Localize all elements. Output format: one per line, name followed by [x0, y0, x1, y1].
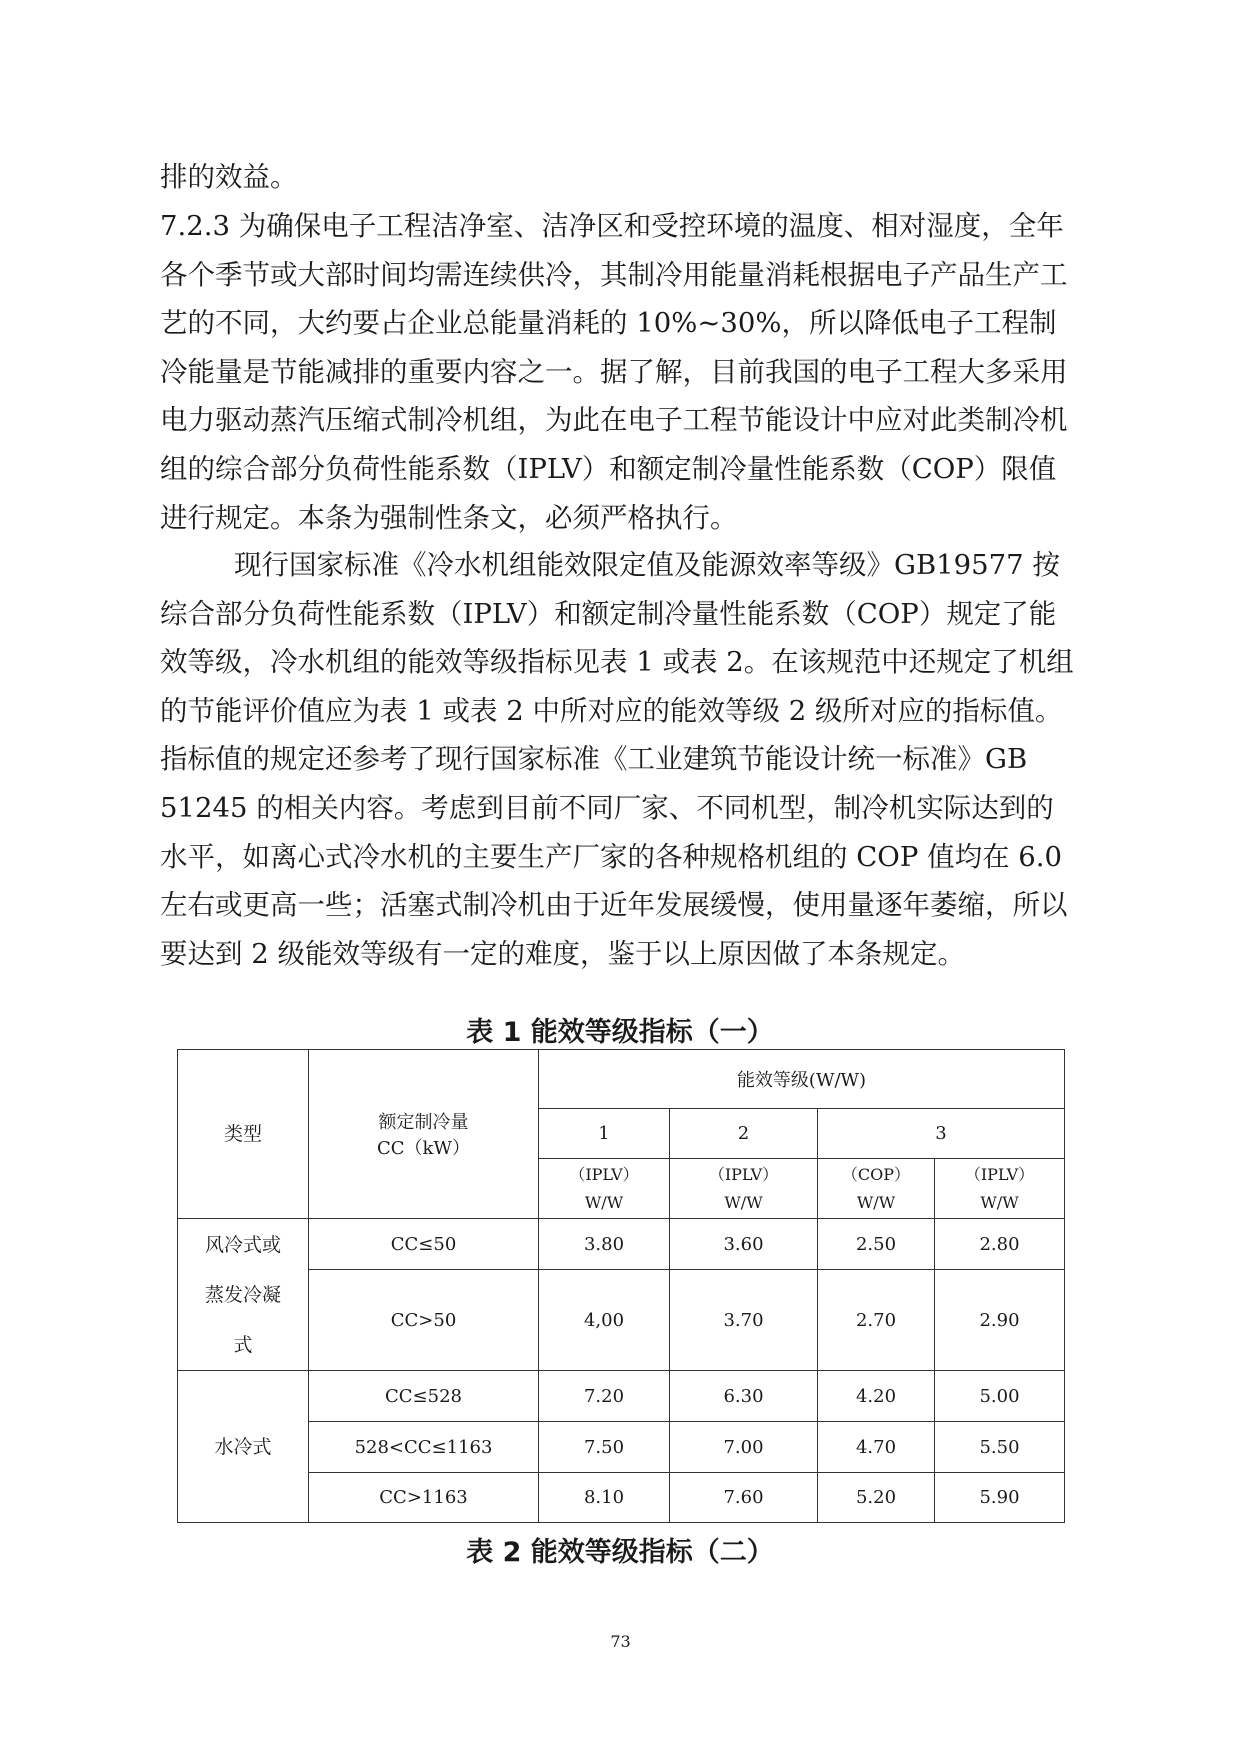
- paragraph-continuation: 排的效益。: [160, 161, 298, 193]
- header-grade: 能效等级(W/W): [539, 1050, 1065, 1109]
- value-cell: 7.50: [539, 1422, 670, 1473]
- metric-unit: W/W: [584, 1192, 624, 1212]
- cc-cell: CC≤528: [309, 1371, 539, 1422]
- header-type: 类型: [178, 1050, 309, 1219]
- value-cell: 8.10: [539, 1473, 670, 1523]
- paragraph-standard-reference: 现行国家标准《冷水机组能效限定值及能源效率等级》GB19577 按综合部分负荷性能系数（IPLV）和额定制冷量性能系数（COP）规定了能效等级，冷水机组的能效等级指标见表 1 或表 2。在该规范中还规定了机组的节能评价值应为表 1 或表 2 中所对应的能效等级 2 级所对应的指标值。指标值的规定还参考了现行国家标准《工业建筑节能设计统一标准》GB 51245 的相关内容。考虑到目前不同厂家、不同机型，制冷机实际达到的水平，如离心式冷水机的主要生产厂家的各种规格机组的 COP 值均在 6.0 左右或更高一些；活塞式制冷机由于近年发展缓慢，使用量逐年萎缩，所以要达到 2 级能效等级有一定的难度，鉴于以上原因做了本条规定。: [160, 549, 1074, 970]
- value-cell: 2.70: [818, 1270, 935, 1371]
- value-cell: 2.90: [935, 1270, 1065, 1371]
- value-cell: 3.70: [670, 1270, 818, 1371]
- efficiency-grade-table: [177, 1049, 1065, 1523]
- metric-name: （IPLV）: [964, 1164, 1035, 1184]
- cc-cell: CC≤50: [309, 1219, 539, 1270]
- page-number: 73: [610, 1632, 631, 1651]
- header-capacity: [309, 1050, 539, 1219]
- table-row: [178, 1473, 1065, 1523]
- metric-unit: W/W: [980, 1192, 1019, 1212]
- header-level-1: 1: [539, 1109, 670, 1159]
- header-metric-2: [670, 1159, 818, 1219]
- metric-name: （IPLV）: [708, 1164, 779, 1184]
- header-metric-1: [539, 1159, 670, 1219]
- table-row: [178, 1371, 1065, 1422]
- value-cell: 7.20: [539, 1371, 670, 1422]
- paragraph-clause-7-2-3: 7.2.3 为确保电子工程洁净室、洁净区和受控环境的温度、相对湿度，全年各个季节或大部时间均需连续供冷，其制冷用能量消耗根据电子产品生产工艺的不同，大约要占企业总能量消耗的 10%~30%，所以降低电子工程制冷能量是节能减排的重要内容之一。据了解，目前我国的电子工程大多采用电力驱动蒸汽压缩式制冷机组，为此在电子工程节能设计中应对此类制冷机组的综合部分负荷性能系数（IPLV）和额定制冷量性能系数（COP）限值进行规定。本条为强制性条文，必须严格执行。: [160, 210, 1068, 534]
- type-line: 蒸发冷凝: [204, 1283, 281, 1306]
- header-capacity-line1: 额定制冷量: [378, 1112, 469, 1133]
- value-cell: 3.80: [539, 1219, 670, 1270]
- value-cell: 5.50: [935, 1422, 1065, 1473]
- header-capacity-line2: CC（kW）: [377, 1138, 470, 1159]
- value-cell: 2.80: [935, 1219, 1065, 1270]
- metric-name: （COP）: [841, 1164, 911, 1184]
- type-line: 风冷式或: [204, 1233, 281, 1256]
- table-row: [178, 1270, 1065, 1371]
- value-cell: 3.60: [670, 1219, 818, 1270]
- table1-caption: 表 1 能效等级指标（一）: [466, 1017, 774, 1048]
- cc-cell: CC>1163: [309, 1473, 539, 1523]
- header-level-3: 3: [818, 1109, 1065, 1159]
- value-cell: 5.20: [818, 1473, 935, 1523]
- value-cell: 5.00: [935, 1371, 1065, 1422]
- value-cell: 4.20: [818, 1371, 935, 1422]
- type-air-cooled: [178, 1219, 309, 1371]
- header-level-2: 2: [670, 1109, 818, 1159]
- value-cell: 4.70: [818, 1422, 935, 1473]
- value-cell: 5.90: [935, 1473, 1065, 1523]
- metric-unit: W/W: [856, 1192, 896, 1212]
- table2-caption: 表 2 能效等级指标（二）: [466, 1537, 774, 1568]
- header-metric-4: [935, 1159, 1065, 1219]
- value-cell: 4,00: [539, 1270, 670, 1371]
- metric-unit: W/W: [724, 1192, 763, 1212]
- cc-cell: 528<CC≤1163: [309, 1422, 539, 1473]
- value-cell: 2.50: [818, 1219, 935, 1270]
- metric-name: （IPLV）: [569, 1164, 639, 1184]
- table-row: [178, 1422, 1065, 1473]
- header-metric-3: [818, 1159, 935, 1219]
- type-water-cooled: 水冷式: [178, 1371, 309, 1523]
- value-cell: 7.60: [670, 1473, 818, 1523]
- table-row: [178, 1219, 1065, 1270]
- type-line: 式: [233, 1333, 253, 1356]
- value-cell: 6.30: [670, 1371, 818, 1422]
- value-cell: 7.00: [670, 1422, 818, 1473]
- cc-cell: CC>50: [309, 1270, 539, 1371]
